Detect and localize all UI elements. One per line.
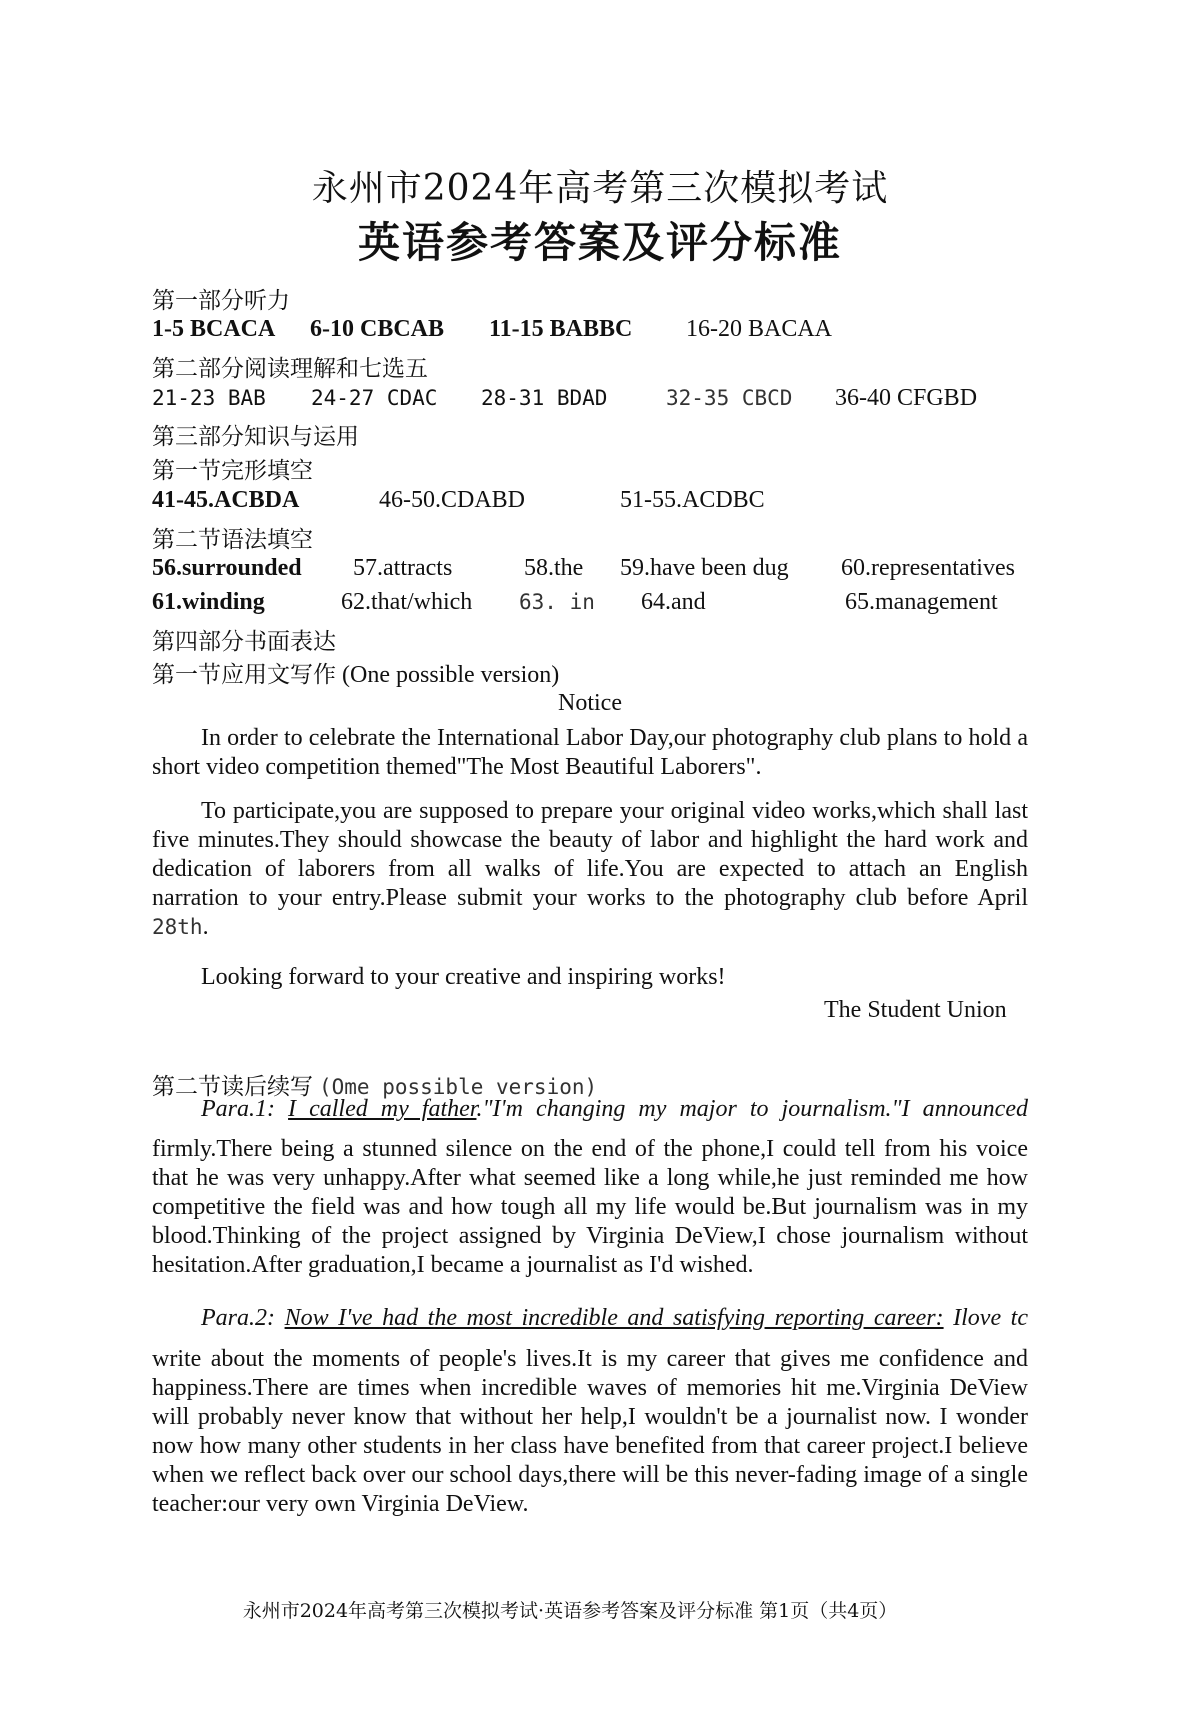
answer-group: 32-35 CBCD — [666, 386, 793, 410]
answer-group: 16-20 BACAA — [686, 316, 833, 342]
para-label: Para.1: — [201, 1096, 275, 1122]
part1-heading: 第一部分听力 — [152, 288, 290, 314]
answer-group: 51-55.ACDBC — [620, 487, 765, 513]
paragraph-end: . — [202, 914, 209, 940]
answer-group: 6-10 CBCAB — [310, 316, 445, 342]
part2-heading: 第二部分阅读理解和七选五 — [152, 356, 428, 382]
opening-continuation: ."I'm changing my major to journalism."I announced — [476, 1096, 1028, 1122]
section-label: 第二节读后续写 — [152, 1074, 313, 1100]
answer-group: 21-23 BAB — [152, 386, 266, 410]
deadline-date: 28th — [152, 915, 203, 939]
section-label: 第一节应用文写作 — [152, 662, 336, 688]
notice-signature: The Student Union — [824, 997, 1007, 1023]
para-label: Para.2: — [201, 1305, 275, 1331]
part3-heading: 第三部分知识与运用 — [152, 424, 359, 450]
answer-group: 28-31 BDAD — [481, 386, 608, 410]
part4-heading: 第四部分书面表达 — [152, 629, 336, 655]
notice-paragraph: In order to celebrate the International Labor Day,our photography club plans to hold a short video competition themed"The Most Beautiful Laborers". — [152, 725, 1028, 780]
para2-opening-line — [201, 1305, 1028, 1332]
answer-group: 46-50.CDABD — [379, 487, 526, 513]
grammar-answer: 57.attracts — [353, 555, 453, 581]
grammar-answer: 62.that/which — [341, 589, 473, 615]
grammar-answer: 58.the — [524, 555, 584, 581]
document-subtitle: 英语参考答案及评分标准 — [357, 218, 842, 267]
grammar-answer: 61.winding — [152, 589, 265, 615]
paragraph-text: To participate,you are supposed to prepare your original video works,which shall last five minutes.They should showcase the beauty of labor and highlight the hard work and dedication of laborers from all walks of life.You are expected to attach an English narration to your entry.Please submit your works to the photography club before April — [152, 798, 1028, 911]
grammar-answer: 63. in — [519, 590, 595, 614]
given-opening: Now I've had the most incredible and satisfying reporting career: — [284, 1305, 944, 1331]
version-note: (Ome possible version) — [319, 1075, 598, 1099]
para1-body: firmly.There being a stunned silence on the end of the phone,I could tell from his voice that he was very unhappy.After what seemed like a long while,he just reminded me how competitive the field was and how tough all my life would be.But journalism was in my blood.Thinking of the project assigned by Virginia DeView,I chose journalism without hesitation.After graduation,I became a journalist as I'd wished. — [152, 1136, 1028, 1278]
practical-writing-heading — [152, 656, 559, 689]
grammar-answer: 56.surrounded — [152, 555, 302, 581]
answer-group: 11-15 BABBC — [489, 316, 633, 342]
version-note: (One possible version) — [342, 662, 560, 688]
answer-group: 24-27 CDAC — [311, 386, 438, 410]
grammar-answer: 64.and — [641, 589, 706, 615]
notice-paragraph — [152, 797, 1028, 942]
grammar-heading: 第二节语法填空 — [152, 527, 313, 553]
exam-title: 永州市2024年高考第三次模拟考试 — [311, 168, 889, 209]
notice-title: Notice — [558, 690, 622, 716]
answer-group: 36-40 CFGBD — [835, 385, 978, 411]
cloze-heading: 第一节完形填空 — [152, 458, 313, 484]
grammar-answer: 60.representatives — [841, 555, 1015, 581]
opening-continuation: Ilove tc — [943, 1305, 1028, 1331]
grammar-answer: 65.management — [845, 589, 998, 615]
para1-opening-line — [201, 1096, 1028, 1123]
answer-group: 41-45.ACBDA — [152, 487, 300, 513]
page-footer: 永州市2024年高考第三次模拟考试·英语参考答案及评分标准 第1页（共4页） — [242, 1600, 898, 1622]
notice-closing: Looking forward to your creative and inspiring works! — [201, 964, 726, 990]
para2-body: write about the moments of people's lives.It is my career that gives me confidence and happiness.There are times when incredible waves of memories hit me.Virginia DeView will probably never know that without her help,I wouldn't be a journalist now. I wonder now how many other students in her class have benefited from that career project.I believe when we reflect back over our school days,there will be this never-fading image of a single teacher:our very own Virginia DeView. — [152, 1346, 1028, 1517]
given-opening: I called my father — [288, 1096, 477, 1122]
answer-group: 1-5 BCACA — [152, 316, 276, 342]
grammar-answer: 59.have been dug — [620, 555, 789, 581]
